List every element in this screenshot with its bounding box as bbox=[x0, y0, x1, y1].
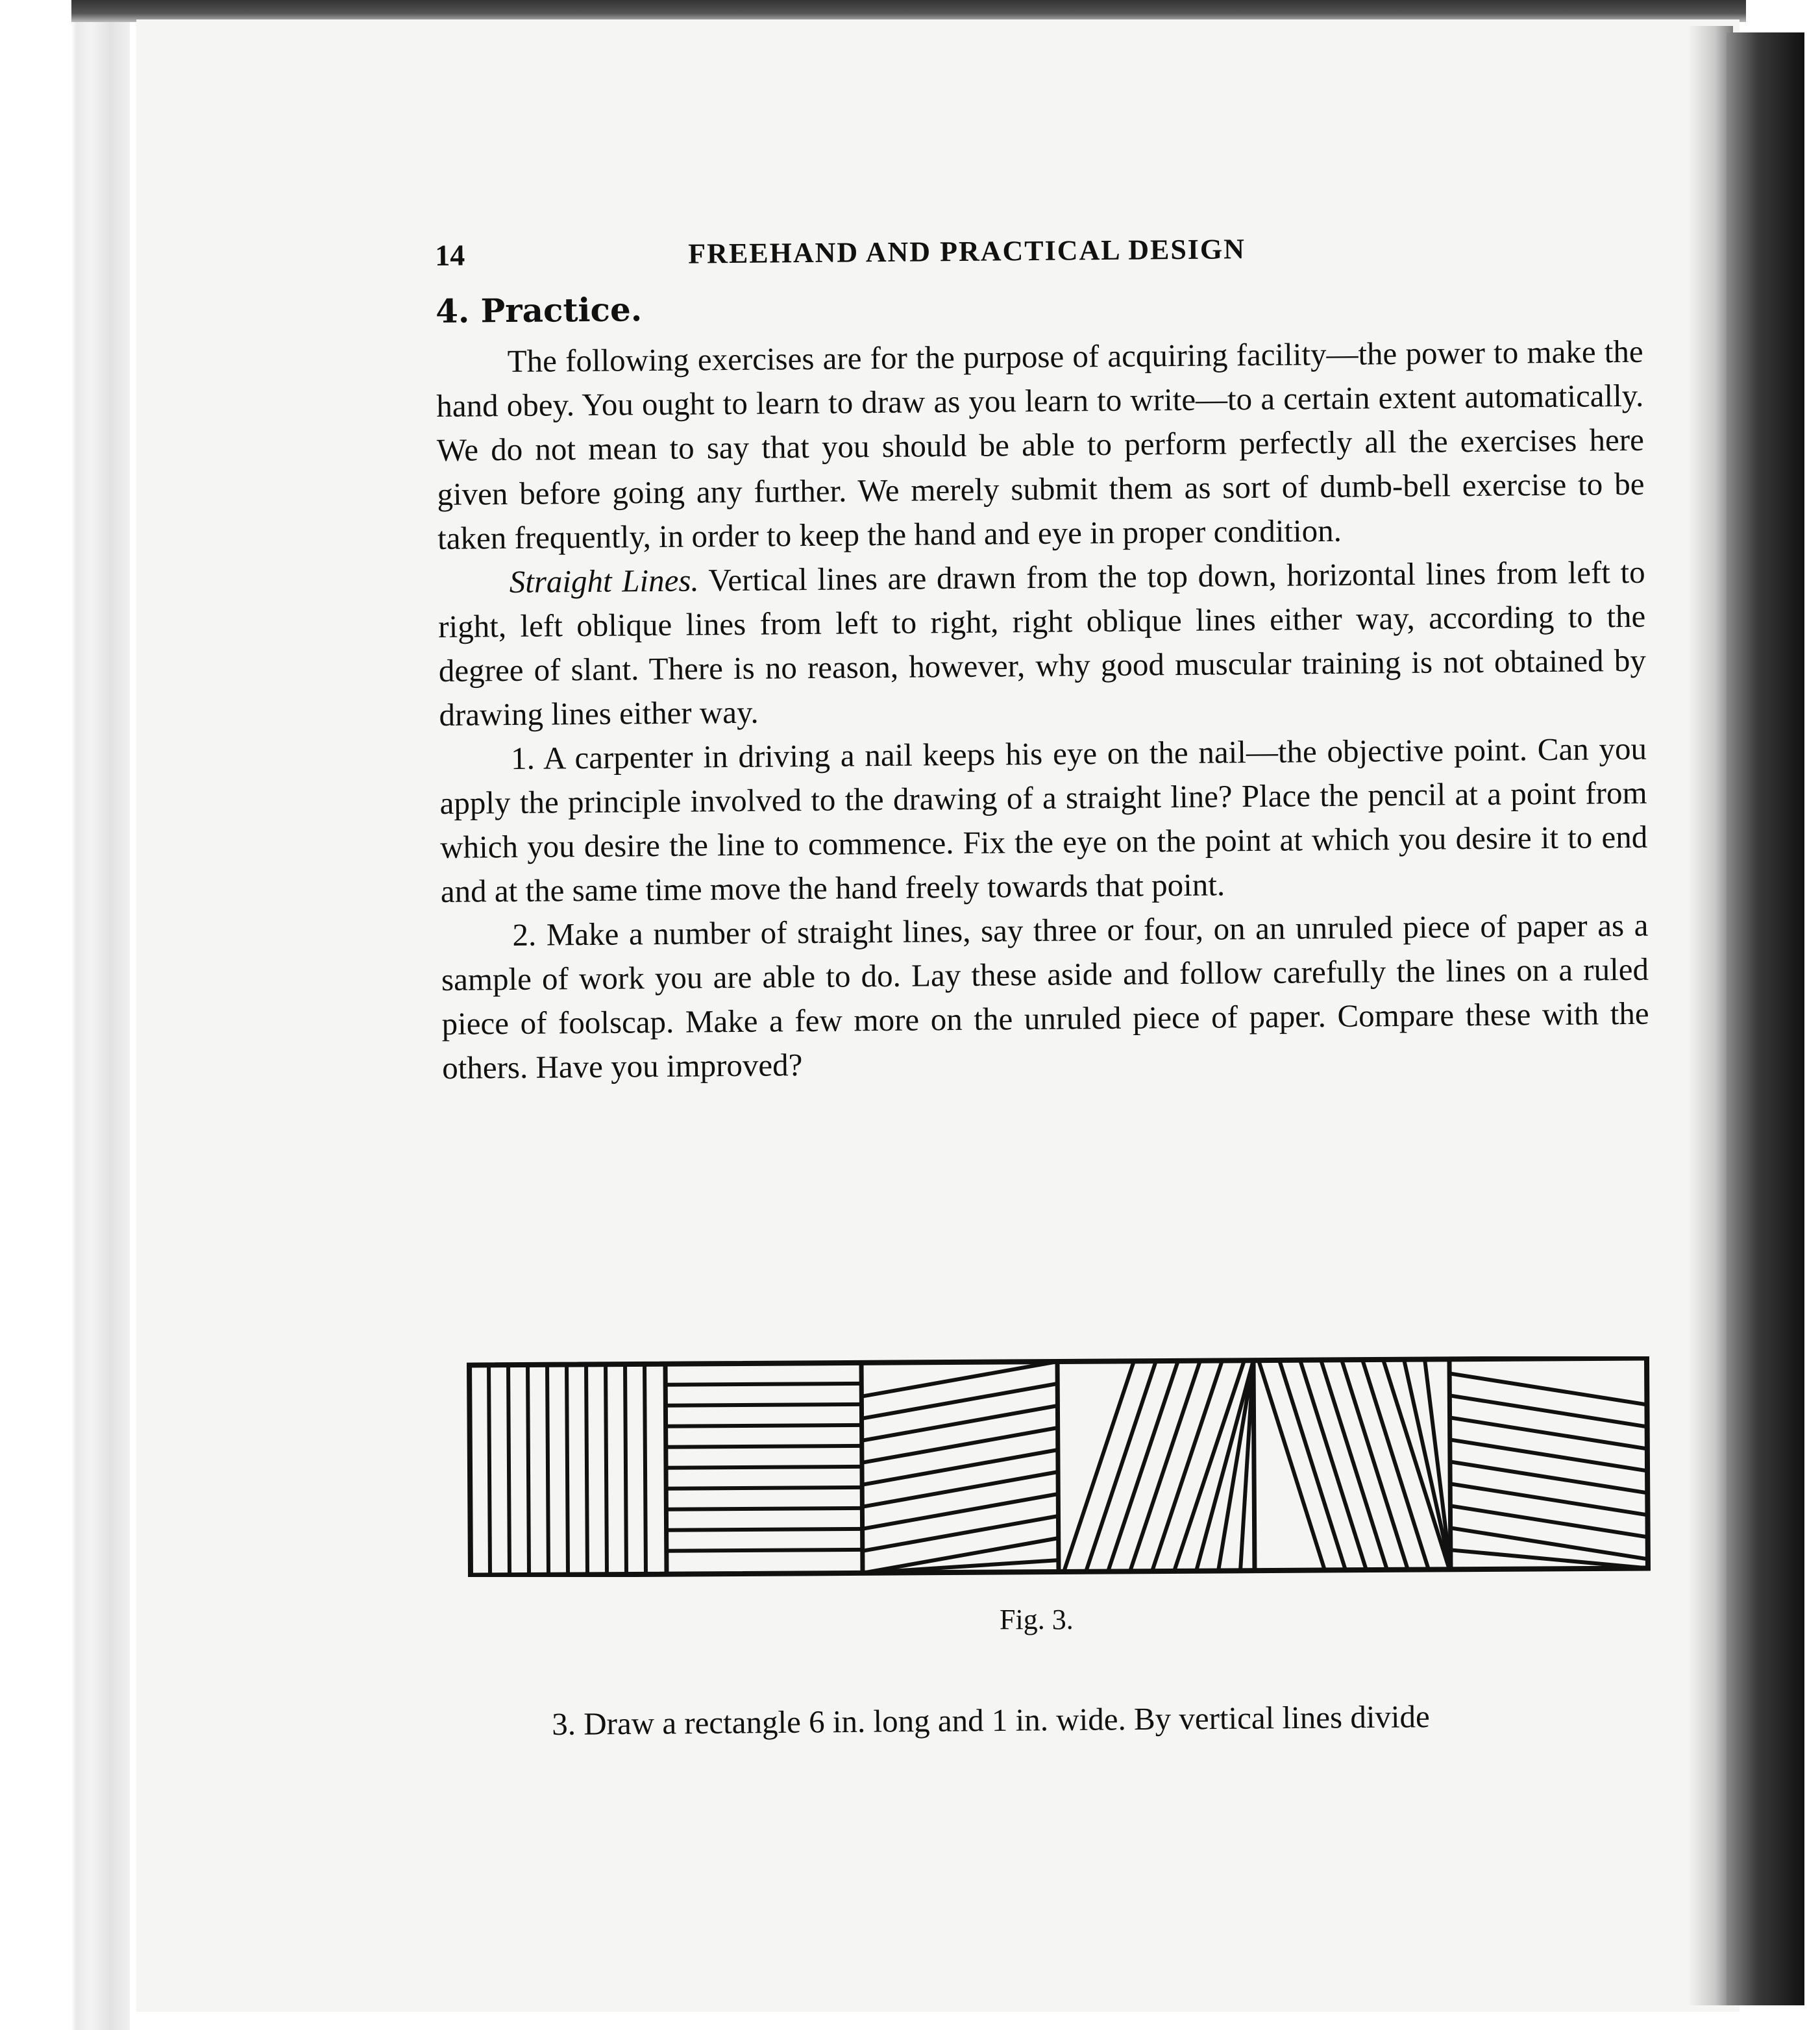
hatch-line bbox=[508, 1365, 510, 1575]
hatch-line bbox=[862, 1450, 1058, 1485]
hatch-line bbox=[667, 1550, 863, 1551]
hatch-line bbox=[1342, 1360, 1408, 1571]
hatch-line bbox=[665, 1384, 861, 1385]
hatch-line bbox=[586, 1364, 587, 1574]
panel-vertical-lines bbox=[489, 1364, 646, 1575]
paragraph-straight-lines bbox=[437, 550, 1646, 737]
hatch-line bbox=[862, 1516, 1058, 1551]
hatch-line bbox=[1085, 1361, 1157, 1572]
hatch-line bbox=[1129, 1361, 1201, 1572]
hatch-line bbox=[666, 1487, 862, 1489]
hatch-line bbox=[645, 1364, 646, 1574]
scan-top-edge bbox=[71, 0, 1746, 22]
hatch-line bbox=[666, 1425, 862, 1426]
hatch-line bbox=[1300, 1360, 1366, 1571]
hatch-line bbox=[1362, 1360, 1429, 1571]
hatch-line bbox=[567, 1365, 568, 1575]
hatch-line bbox=[862, 1494, 1058, 1529]
hatch-line bbox=[528, 1365, 529, 1575]
paragraph-text: 1. A carpenter in driving a nail keeps his eye on the nail—the objective point. Can you apply the principle involved to the drawing of a straight line? Place the pencil at a point from which you desire the line to commence. Fix the eye on the point at which you desire it to end and at the same time move the hand freely towards that point. bbox=[439, 730, 1648, 909]
paragraph-exercise-3-start: 3. Draw a rectangle 6 in. long and 1 in. wide. By vertical lines divide bbox=[552, 1698, 1431, 1742]
hatch-line bbox=[861, 1384, 1057, 1419]
page-text bbox=[435, 223, 1649, 1090]
hatch-line bbox=[862, 1472, 1058, 1507]
hatch-line bbox=[606, 1364, 607, 1574]
hatch-line bbox=[862, 1428, 1058, 1463]
running-head bbox=[435, 223, 1643, 286]
figure-caption: Fig. 3. bbox=[1000, 1604, 1074, 1635]
book-right-edge bbox=[1727, 32, 1804, 2005]
hatch-line bbox=[666, 1467, 862, 1468]
hatch-line bbox=[666, 1446, 862, 1447]
hatch-line bbox=[667, 1529, 863, 1530]
section-heading: 4. Practice. bbox=[435, 290, 643, 330]
panel-steep-oblique-lines bbox=[1259, 1359, 1451, 1571]
paragraph-intro bbox=[436, 330, 1645, 561]
hatch-line bbox=[665, 1404, 861, 1406]
hatch-line bbox=[1063, 1361, 1135, 1572]
paragraph-text: 2. Make a number of straight lines, say three or four, on an unruled piece of paper as a sample of work you are able to do. Lay these aside and follow carefully the lines on a ruled piece of foolscap. Make a few more on the unruled piece of paper. Compare these with the others. Have you improved? bbox=[441, 907, 1649, 1086]
hatch-line bbox=[1321, 1360, 1387, 1571]
hatch-line bbox=[1107, 1361, 1179, 1572]
hatch-line bbox=[1279, 1360, 1346, 1571]
panel-left-oblique-lines bbox=[861, 1362, 1059, 1573]
book-left-edge bbox=[0, 0, 130, 2030]
hatch-line bbox=[489, 1365, 490, 1575]
panel-right-oblique-lines bbox=[1063, 1360, 1255, 1572]
figure-divider bbox=[1253, 1360, 1255, 1571]
paragraph-lead: Straight Lines. bbox=[509, 562, 699, 600]
figure-divider bbox=[1449, 1359, 1451, 1569]
paragraph-exercise-2 bbox=[441, 903, 1649, 1090]
hatch-line bbox=[1259, 1360, 1325, 1571]
hatch-line bbox=[1151, 1360, 1224, 1571]
hatch-line bbox=[861, 1362, 1057, 1397]
figure-3-drawing bbox=[465, 1356, 1653, 1577]
paragraph-text: The following exercises are for the purpose of acquiring facility—the power to make the hand obey. You ought to learn to draw as you learn to write—to a certain extent automatically. We do not mean to say that you should be able to perform perfectly all the exercises here given before going any further. We merely submit them as sort of dumb-bell exercise to be taken frequently, in order to keep the hand and eye in proper condition. bbox=[436, 333, 1645, 556]
running-head-title: FREEHAND AND PRACTICAL DESIGN bbox=[688, 233, 1246, 270]
panel-horizontal-lines bbox=[665, 1384, 863, 1551]
figure-divider bbox=[1057, 1362, 1059, 1572]
hatch-line bbox=[547, 1365, 548, 1575]
hatch-line bbox=[666, 1508, 862, 1510]
hatch-line bbox=[861, 1406, 1057, 1441]
paragraph-text: Vertical lines are drawn from the top down, horizontal lines from left to right, left oblique lines from left to right, right oblique lines either way, according to the degree of slant. There is no reason, however, why good muscular training is not obtained by drawing lines either way. bbox=[438, 554, 1647, 733]
hatch-line bbox=[625, 1364, 626, 1574]
figure-3 bbox=[465, 1356, 1653, 1577]
paragraph-exercise-1 bbox=[439, 727, 1648, 914]
page-number: 14 bbox=[435, 238, 465, 272]
panel-descending-oblique-lines bbox=[1449, 1372, 1648, 1569]
